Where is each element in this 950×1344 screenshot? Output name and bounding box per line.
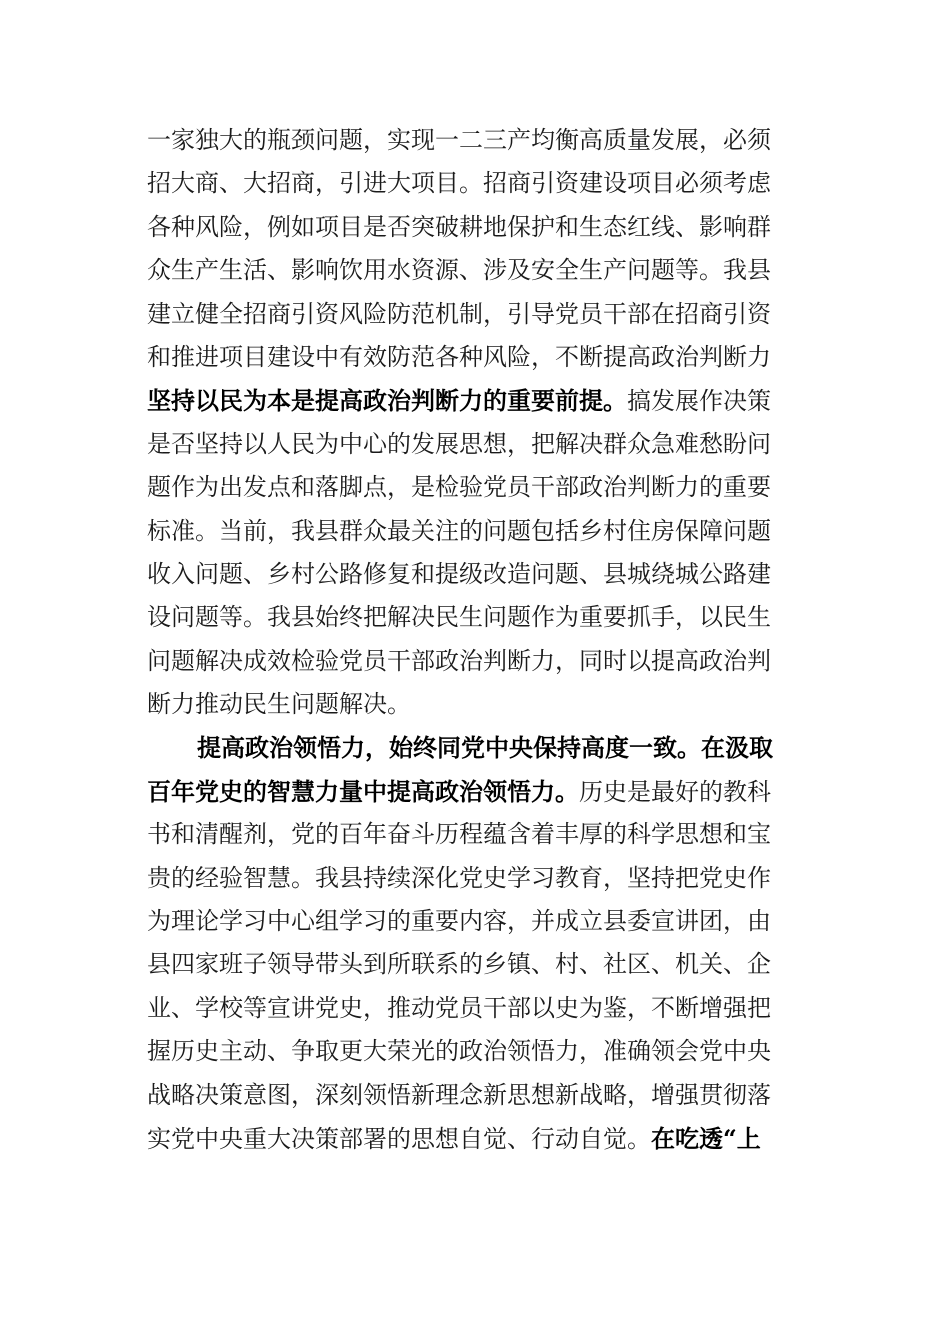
- text-line-2: [147, 162, 817, 205]
- text-run: 招大商、大招商，引进大项目。招商引资建设项目必须考虑: [147, 169, 771, 198]
- text-line-15: [147, 726, 817, 769]
- text-run: 问题解决成效检验党员干部政治判断力，同时以提高政治判: [147, 646, 771, 675]
- bold-heading-run: 提高政治领悟力，始终同党中央保持高度一致。在汲取: [197, 733, 773, 763]
- text-run: 县四家班子领导带头到所联系的乡镇、村、社区、机关、企: [147, 950, 771, 979]
- text-run: 题作为出发点和落脚点，是检验党员干部政治判断力的重要: [147, 473, 771, 502]
- text-run: 握历史主动、争取更大荣光的政治领悟力，准确领会党中央: [147, 1037, 771, 1066]
- text-run: 断力推动民生问题解决。: [147, 690, 411, 719]
- text-run: 众生产生活、影响饮用水资源、涉及安全生产问题等。我县: [147, 256, 771, 285]
- text-run: 搞发展作决策: [627, 387, 771, 416]
- text-line-21: [147, 987, 817, 1030]
- text-run: 设问题等。我县始终把解决民生问题作为重要抓手，以民生: [147, 603, 771, 632]
- text-line-13: [147, 640, 817, 683]
- text-run: 战略决策意图，深刻领悟新理念新思想新战略，增强贯彻落: [147, 1080, 771, 1109]
- text-line-6: [147, 336, 817, 379]
- text-line-12: [147, 596, 817, 639]
- text-line-9: [147, 466, 817, 509]
- bold-heading-run: 在吃透“上: [651, 1123, 761, 1153]
- text-line-16: [147, 770, 817, 813]
- text-run: 各种风险，例如项目是否突破耕地保护和生态红线、影响群: [147, 212, 771, 241]
- text-line-10: [147, 510, 817, 553]
- text-line-5: [147, 293, 817, 336]
- text-line-14: [147, 683, 817, 726]
- text-line-18: [147, 857, 817, 900]
- bold-heading-run: 坚持以民为本是提高政治判断力的重要前提。: [147, 386, 627, 416]
- text-run: 为理论学习中心组学习的重要内容，并成立县委宣讲团，由: [147, 907, 771, 936]
- text-line-1: [147, 119, 817, 162]
- text-line-7: [147, 379, 817, 422]
- text-line-3: [147, 206, 817, 249]
- text-line-17: [147, 813, 817, 856]
- text-run: 和推进项目建设中有效防范各种风险，不断提高政治判断力: [147, 342, 771, 371]
- text-line-24: [147, 1117, 817, 1160]
- text-line-19: [147, 900, 817, 943]
- text-run: 建立健全招商引资风险防范机制，引导党员干部在招商引资: [147, 299, 771, 328]
- text-run: 一家独大的瓶颈问题，实现一二三产均衡高质量发展，必须: [147, 126, 771, 154]
- text-line-20: [147, 943, 817, 986]
- body-text: [147, 119, 817, 1160]
- text-run: 收入问题、乡村公路修复和提级改造问题、县城绕城公路建: [147, 559, 771, 588]
- text-line-8: [147, 423, 817, 466]
- bold-heading-run: 百年党史的智慧力量中提高政治领悟力。: [147, 776, 579, 806]
- text-run: 标准。当前，我县群众最关注的问题包括乡村住房保障问题: [147, 516, 771, 545]
- text-run: 实党中央重大决策部署的思想自觉、行动自觉。: [147, 1124, 651, 1153]
- text-line-23: [147, 1074, 817, 1117]
- text-line-4: [147, 249, 817, 292]
- text-run: 书和清醒剂，党的百年奋斗历程蕴含着丰厚的科学思想和宝: [147, 820, 771, 849]
- text-run: 业、学校等宣讲党史，推动党员干部以史为鉴，不断增强把: [147, 993, 771, 1022]
- text-run: 是否坚持以人民为中心的发展思想，把解决群众急难愁盼问: [147, 429, 771, 458]
- text-run: 贵的经验智慧。我县持续深化党史学习教育，坚持把党史作: [147, 863, 771, 892]
- text-line-11: [147, 553, 817, 596]
- text-run: 历史是最好的教科: [579, 777, 771, 806]
- text-line-22: [147, 1030, 817, 1073]
